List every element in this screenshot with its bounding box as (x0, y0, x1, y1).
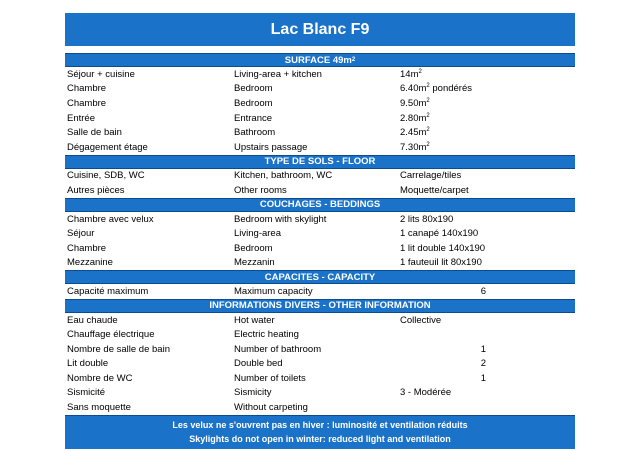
table-row (65, 241, 575, 256)
footer-line-en: Skylights do not open in winter: reduced light and ventilation (189, 433, 451, 444)
cell-fr: Chambre (67, 97, 107, 109)
table-row (65, 357, 575, 372)
cell-fr: Cuisine, SDB, WC (67, 170, 145, 182)
cell-fr: Sismicité (67, 387, 106, 399)
cell-value: $2.45m^2$ (400, 127, 430, 139)
cell-fr: Autres pièces (67, 184, 125, 196)
cell-en: Maximum capacity (234, 285, 313, 297)
cell-value: $9.50m^2$ (400, 97, 430, 109)
cell-fr: Dégagement étage (67, 141, 148, 153)
cell-fr: Sans moquette (67, 402, 131, 414)
page-title: Lac Blanc F9 (65, 13, 575, 46)
cell-en: Mezzanin (234, 257, 275, 269)
cell-en: Kitchen, bathroom, WC (234, 170, 333, 182)
cell-value: $2.80m^2$ (400, 112, 430, 124)
table-row (65, 169, 575, 184)
cell-value: Carrelage/tiles (400, 170, 462, 182)
cell-fr: Séjour + cuisine (67, 68, 135, 80)
cell-value: 6 (480, 285, 486, 297)
info-table (65, 53, 575, 449)
cell-value: Collective (400, 314, 442, 326)
cell-en: Upstairs passage (234, 141, 308, 153)
table-row (65, 256, 575, 271)
cell-en: Bedroom (234, 242, 273, 254)
cell-fr: Nombre de salle de bain (67, 343, 170, 355)
cell-value: 2 (480, 358, 486, 370)
table-row (65, 125, 575, 140)
table-row (65, 183, 575, 198)
cell-en: Sismicity (234, 387, 272, 399)
cell-value: $7.30m^2$ (400, 141, 430, 153)
cell-fr: Chambre avec velux (67, 213, 154, 225)
cell-en: Other rooms (234, 184, 287, 196)
cell-value: 1 (480, 372, 486, 384)
cell-value: 1 lit double 140x190 (400, 242, 486, 254)
cell-en: Electric heating (234, 329, 299, 341)
cell-fr: Chauffage électrique (67, 329, 155, 341)
table-row (65, 140, 575, 155)
cell-en: Hot water (234, 314, 275, 326)
cell-fr: Chambre (67, 83, 107, 95)
cell-fr: Eau chaude (67, 314, 118, 326)
table-row (65, 342, 575, 357)
cell-value: 3 - Modérée (400, 387, 452, 399)
table-row (65, 96, 575, 111)
section-header-capacity: CAPACITES - CAPACITY (65, 270, 575, 284)
table-row (65, 313, 575, 328)
footer-note (65, 415, 575, 449)
cell-en: Living-area (234, 228, 281, 240)
section-header-surface: SURFACE 49m 2 (65, 53, 575, 67)
cell-en: Entrance (234, 112, 273, 124)
cell-value: 1 canapé 140x190 (400, 228, 479, 240)
cell-fr: Mezzanine (67, 257, 113, 269)
cell-value: $14m^2$ (400, 68, 422, 80)
cell-en: Bathroom (234, 127, 276, 139)
cell-fr: Chambre (67, 242, 107, 254)
cell-fr: Lit double (67, 358, 109, 370)
table-row (65, 226, 575, 241)
footer-line-fr: Les velux ne s'ouvrent pas en hiver : luminosité et ventilation réduits (172, 419, 468, 430)
cell-en: Living-area + kitchen (234, 68, 322, 80)
cell-fr: Entrée (67, 112, 95, 124)
section-header-floor: TYPE DE SOLS - FLOOR (65, 155, 575, 169)
table-row (65, 82, 575, 97)
cell-fr: Salle de bain (67, 127, 122, 139)
cell-en: Double bed (234, 358, 283, 370)
table-row (65, 400, 575, 415)
cell-value: 1 fauteuil lit 80x190 (400, 257, 482, 269)
cell-value: 1 (480, 343, 486, 355)
cell-en: Number of toilets (234, 372, 306, 384)
table-row (65, 212, 575, 227)
section-header-beddings: COUCHAGES - BEDDINGS (65, 198, 575, 212)
cell-fr: Séjour (67, 228, 95, 240)
section-header-info: INFORMATIONS DIVERS - OTHER INFORMATION (65, 299, 575, 313)
cell-en: Bedroom (234, 97, 273, 109)
table-row (65, 111, 575, 126)
cell-en: Without carpeting (234, 402, 308, 414)
cell-en: Bedroom with skylight (234, 213, 327, 225)
table-row (65, 327, 575, 342)
cell-fr: Nombre de WC (67, 372, 133, 384)
cell-en: Number of bathroom (234, 343, 322, 355)
table-row (65, 67, 575, 82)
cell-value: Moquette/carpet (400, 184, 469, 196)
section-header-label: SURFACE 49m (284, 54, 352, 66)
table-row (65, 386, 575, 401)
cell-value: 2 lits 80x190 (400, 213, 454, 225)
cell-value: $6.40m^2$ pondérés (400, 83, 473, 95)
table-row (65, 371, 575, 386)
cell-fr: Capacité maximum (67, 285, 149, 297)
cell-en: Bedroom (234, 83, 273, 95)
table-row (65, 284, 575, 299)
